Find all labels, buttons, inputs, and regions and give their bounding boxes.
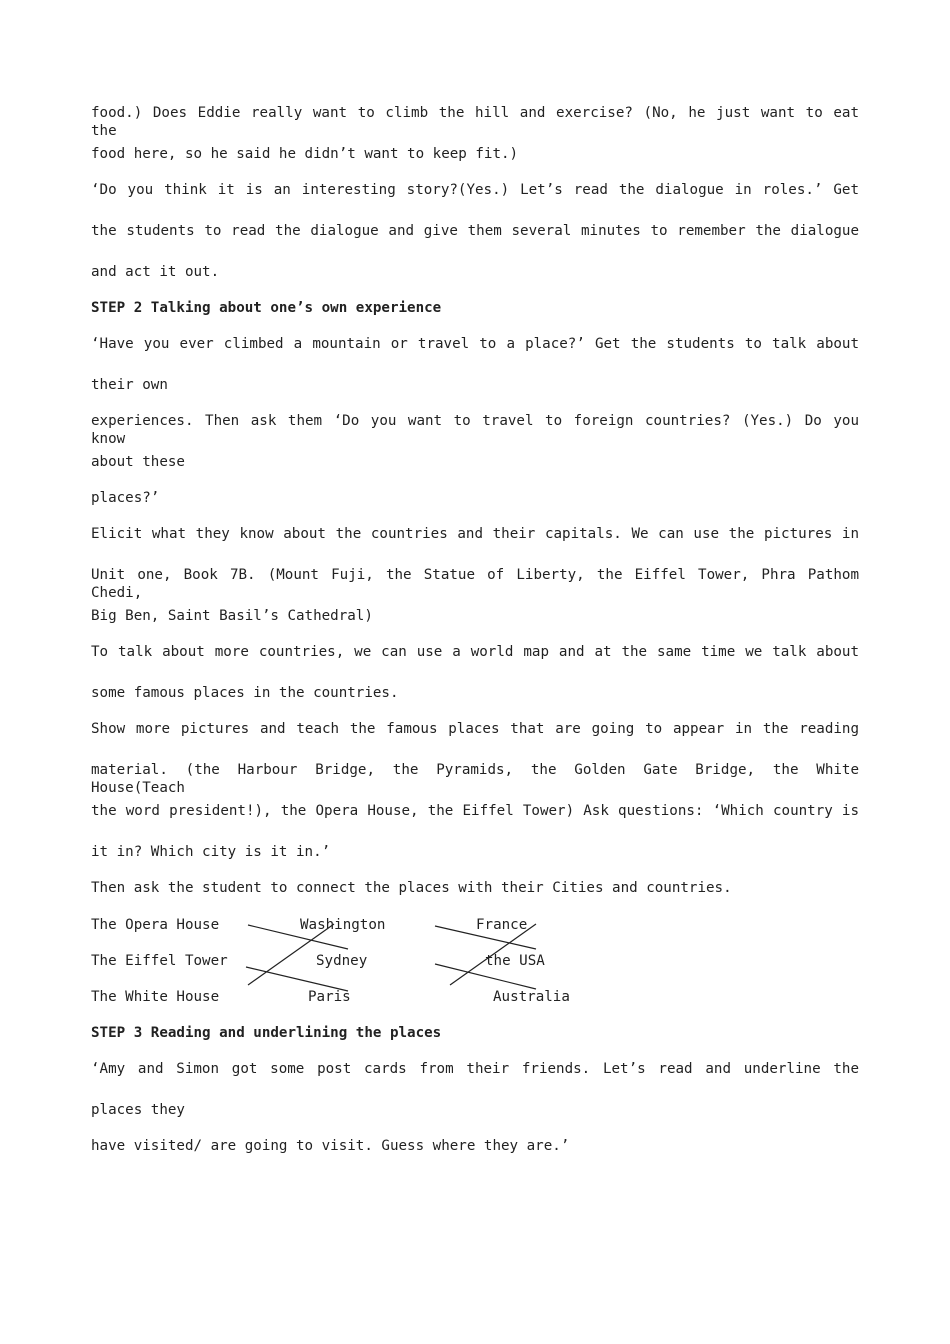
paragraph-line: places?’: [91, 490, 160, 506]
paragraph-line: food here, so he said he didn’t want to keep fit.): [91, 146, 519, 162]
paragraph-line: ‘Do you think it is an interesting story?(Yes.) Let’s read the dialogue in roles.’ Get: [91, 182, 859, 198]
paragraph-line: Big Ben, Saint Basil’s Cathedral): [91, 608, 373, 624]
paragraph-line: and act it out.: [91, 264, 220, 280]
paragraph-line: places they: [91, 1102, 185, 1118]
city-paris: Paris: [308, 989, 351, 1005]
paragraph-line: ‘Have you ever climbed a mountain or travel to a place?’ Get the students to talk about: [91, 336, 859, 352]
paragraph-line: Unit one, Book 7B. (Mount Fuji, the Statue of Liberty, the Eiffel Tower, Phra Pathom Chedi,: [91, 567, 859, 601]
paragraph-line: food.) Does Eddie really want to climb the hill and exercise? (No, he just want to eat the: [91, 105, 859, 139]
step-3-heading: STEP 3 Reading and underlining the places: [91, 1025, 442, 1041]
connector-line: [435, 964, 536, 989]
city-washington: Washington: [300, 917, 386, 933]
place-eiffel-tower: The Eiffel Tower: [91, 953, 228, 969]
country-australia: Australia: [493, 989, 570, 1005]
place-white-house: The White House: [91, 989, 220, 1005]
paragraph-line: Then ask the student to connect the places with their Cities and countries.: [91, 880, 732, 896]
paragraph-line: some famous places in the countries.: [91, 685, 399, 701]
paragraph-line: it in? Which city is it in.’: [91, 844, 331, 860]
paragraph-line: the students to read the dialogue and give them several minutes to remember the dialogue: [91, 223, 859, 239]
paragraph-line: their own: [91, 377, 168, 393]
connector-line: [248, 925, 348, 949]
connector-line: [435, 926, 536, 949]
country-france: France: [476, 917, 528, 933]
paragraph-line: experiences. Then ask them ‘Do you want to travel to foreign countries? (Yes.) Do you know: [91, 413, 859, 447]
country-usa: the USA: [485, 953, 545, 969]
paragraph-line: Show more pictures and teach the famous places that are going to appear in the reading: [91, 721, 859, 737]
connector-line: [248, 924, 334, 985]
paragraph-line: the word president!), the Opera House, the Eiffel Tower) Ask questions: ‘Which country is: [91, 803, 859, 819]
paragraph-line: To talk about more countries, we can use a world map and at the same time we talk about: [91, 644, 859, 660]
paragraph-line: have visited/ are going to visit. Guess where they are.’: [91, 1138, 570, 1154]
connector-line: [246, 967, 348, 991]
step-2-heading: STEP 2 Talking about one’s own experience: [91, 300, 442, 316]
connector-line: [450, 924, 536, 985]
paragraph-line: ‘Amy and Simon got some post cards from their friends. Let’s read and underline the: [91, 1061, 859, 1077]
place-opera-house: The Opera House: [91, 917, 220, 933]
city-sydney: Sydney: [316, 953, 368, 969]
paragraph-line: Elicit what they know about the countries and their capitals. We can use the pictures in: [91, 526, 859, 542]
paragraph-line: about these: [91, 454, 185, 470]
paragraph-line: material. (the Harbour Bridge, the Pyramids, the Golden Gate Bridge, the White House(Teach: [91, 762, 859, 796]
